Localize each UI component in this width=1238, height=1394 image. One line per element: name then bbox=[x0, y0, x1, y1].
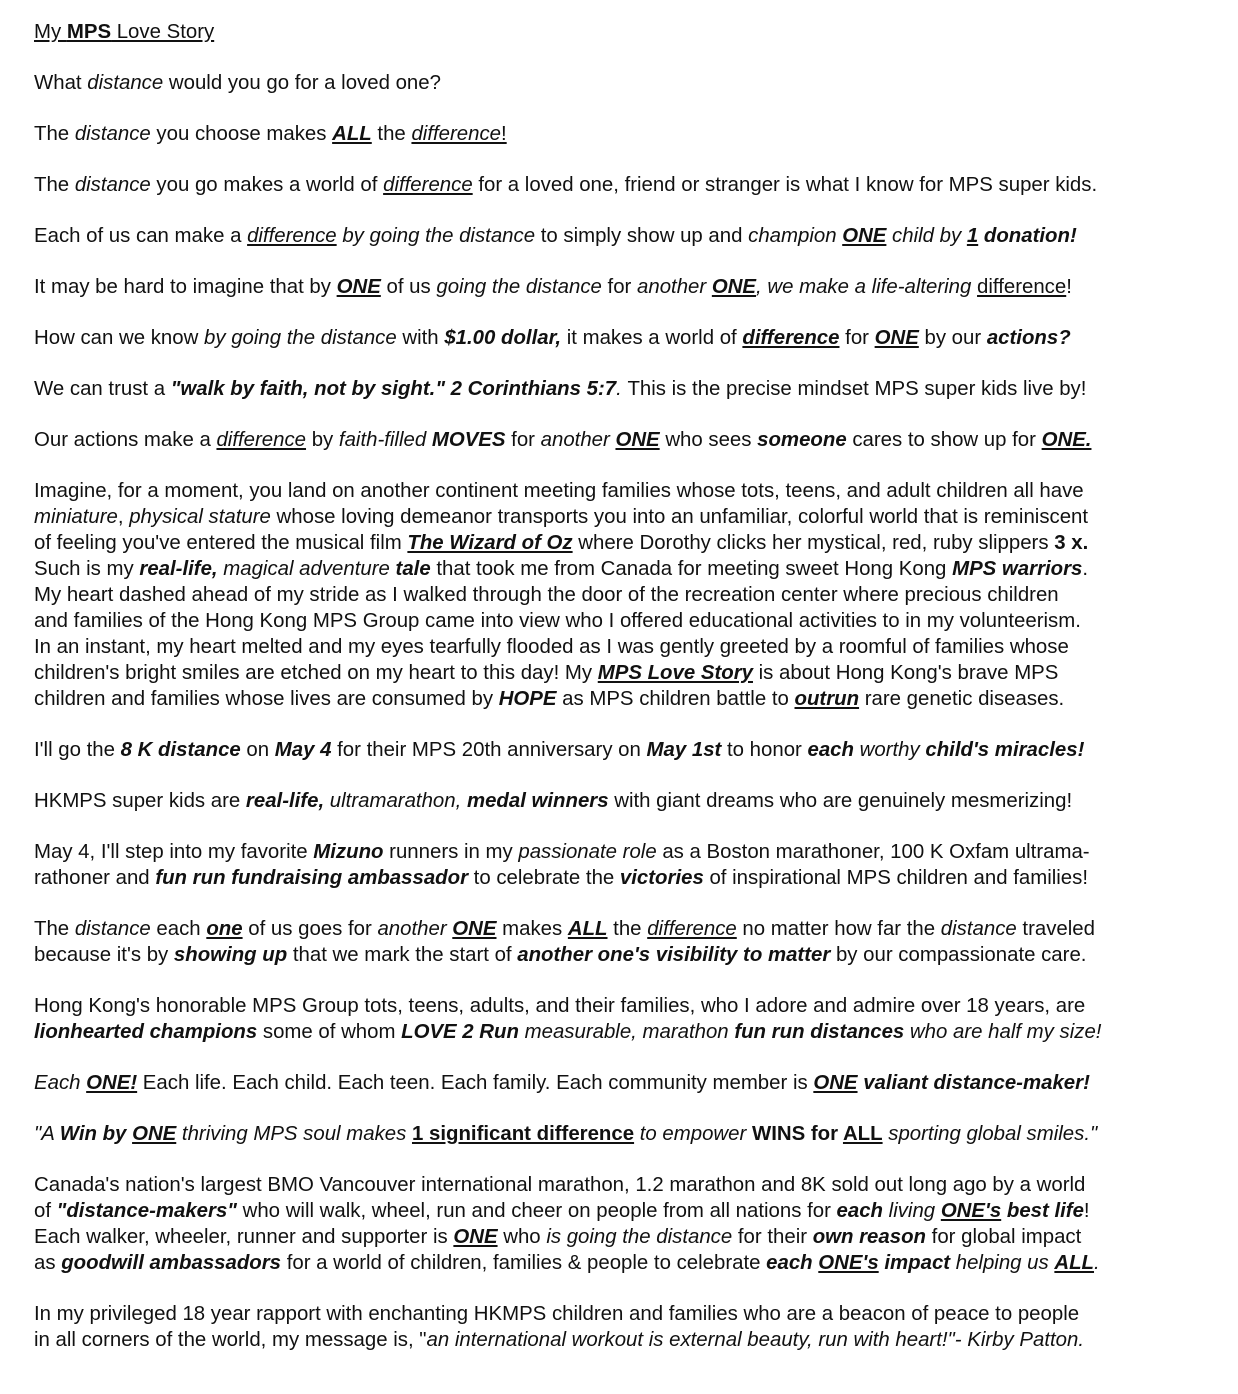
text-run: by our bbox=[918, 327, 987, 349]
text-run: impact bbox=[878, 1252, 951, 1274]
text-run: What bbox=[34, 72, 88, 94]
text-run: worthy bbox=[853, 739, 926, 761]
text-run: The bbox=[34, 174, 75, 196]
text-run: to honor bbox=[721, 739, 808, 761]
text-run: Hong Kong's honorable MPS Group tots, teens, adults, and their families, who I adore and admire over 18 years, are bbox=[34, 995, 1086, 1017]
text-run: for their MPS 20th anniversary on bbox=[331, 739, 647, 761]
text-run: with giant dreams who are genuinely mesmerizing! bbox=[608, 790, 1073, 812]
text-run: Canada's nation's largest BMO Vancouver international marathon, 1.2 marathon and 8K sold out long ago by a world bbox=[34, 1174, 1086, 1196]
text-run: MOVES bbox=[431, 429, 506, 451]
text-run: children and families whose lives are consumed by bbox=[34, 688, 499, 710]
document-body bbox=[34, 70, 1218, 1353]
text-run: with bbox=[396, 327, 445, 349]
text-run: another bbox=[540, 429, 616, 451]
text-run: as a Boston marathoner, 100 K Oxfam ultrama- bbox=[656, 841, 1090, 863]
text-run: ONE bbox=[336, 276, 381, 298]
text-run: as bbox=[34, 1252, 62, 1274]
text-run: ONE bbox=[842, 225, 887, 247]
text-run: who are half my size! bbox=[904, 1021, 1102, 1043]
title-pre: My bbox=[34, 21, 67, 43]
text-run: of bbox=[34, 1200, 57, 1222]
text-run: , we make a life-altering bbox=[756, 276, 978, 298]
text-run: thriving MPS soul makes bbox=[176, 1123, 412, 1145]
text-run: ALL bbox=[567, 918, 608, 940]
text-line bbox=[34, 427, 1218, 453]
text-line bbox=[34, 504, 1218, 530]
text-line bbox=[34, 1301, 1218, 1327]
text-run: no matter how far the bbox=[736, 918, 941, 940]
text-run: valiant distance-maker! bbox=[857, 1072, 1090, 1094]
text-run: 1 significant difference bbox=[411, 1123, 635, 1145]
text-line bbox=[34, 274, 1218, 300]
text-run: The bbox=[34, 918, 75, 940]
text-run: of us bbox=[380, 276, 437, 298]
text-run: that we mark the start of bbox=[287, 944, 518, 966]
text-run: MPS Love Story bbox=[597, 662, 753, 684]
text-run: and families of the Hong Kong MPS Group came into view who I offered educational activities to in my volunteerism. bbox=[34, 610, 1081, 632]
paragraph bbox=[34, 223, 1218, 249]
text-run: victories bbox=[619, 867, 704, 889]
text-run: "walk by faith, not by sight." 2 Corinthians 5:7 bbox=[170, 378, 617, 400]
text-run: 1 bbox=[966, 225, 979, 247]
text-run: ONE. bbox=[1041, 429, 1092, 451]
text-line bbox=[34, 478, 1218, 504]
text-run: ONE bbox=[615, 429, 660, 451]
text-run: measurable, marathon bbox=[518, 1021, 735, 1043]
text-run: for a world of children, families & people to celebrate bbox=[281, 1252, 767, 1274]
text-run: ! bbox=[1066, 276, 1072, 298]
text-run: as MPS children battle to bbox=[556, 688, 795, 710]
text-line bbox=[34, 530, 1218, 556]
text-run: by going the distance bbox=[336, 225, 536, 247]
text-run: distance bbox=[74, 123, 151, 145]
text-run: by our compassionate care. bbox=[830, 944, 1087, 966]
paragraph bbox=[34, 325, 1218, 351]
text-run: living bbox=[883, 1200, 941, 1222]
text-run: own reason bbox=[812, 1226, 926, 1248]
title-bold: MPS bbox=[66, 21, 112, 43]
text-run: showing up bbox=[173, 944, 288, 966]
text-run: is about Hong Kong's brave MPS bbox=[752, 662, 1059, 684]
text-run: May 1st bbox=[646, 739, 722, 761]
text-run: for bbox=[839, 327, 875, 349]
text-run: miniature bbox=[34, 506, 118, 528]
text-run: each bbox=[150, 918, 207, 940]
text-run: ONE bbox=[813, 1072, 858, 1094]
text-run: ONE! bbox=[86, 1072, 138, 1094]
text-run: ONE bbox=[874, 327, 919, 349]
text-run: Each life. Each child. Each teen. Each family. Each community member is bbox=[137, 1072, 814, 1094]
text-run: May 4, I'll step into my favorite bbox=[34, 841, 314, 863]
text-run: How can we know bbox=[34, 327, 204, 349]
paragraph bbox=[34, 916, 1218, 968]
text-line bbox=[34, 1172, 1218, 1198]
paragraph bbox=[34, 172, 1218, 198]
text-run: because it's by bbox=[34, 944, 174, 966]
text-run: distance bbox=[74, 918, 151, 940]
paragraph bbox=[34, 839, 1218, 891]
title-post: Love Story bbox=[111, 21, 215, 43]
text-run: an international workout is external beauty, run with heart!" bbox=[426, 1329, 955, 1351]
text-run: makes bbox=[496, 918, 568, 940]
text-line bbox=[34, 121, 1218, 147]
text-run: in all corners of the world, my message is, " bbox=[34, 1329, 427, 1351]
text-run: ! bbox=[501, 123, 507, 145]
text-run: distance bbox=[87, 72, 164, 94]
text-run: ALL bbox=[842, 1123, 883, 1145]
text-run: that took me from Canada for meeting sweet Hong Kong bbox=[430, 558, 953, 580]
text-line bbox=[34, 608, 1218, 634]
text-line bbox=[34, 172, 1218, 198]
document-title bbox=[34, 19, 214, 45]
text-run: each bbox=[766, 1252, 819, 1274]
text-run: ONE bbox=[452, 918, 497, 940]
text-run: the bbox=[607, 918, 648, 940]
text-run: of feeling you've entered the musical film bbox=[34, 532, 408, 554]
text-run: HKMPS super kids are bbox=[34, 790, 246, 812]
text-run: Each bbox=[34, 1072, 87, 1094]
text-run: . bbox=[616, 378, 628, 400]
text-run: real-life, bbox=[245, 790, 325, 812]
text-run: difference bbox=[742, 327, 840, 349]
text-line bbox=[34, 1224, 1218, 1250]
text-run: for bbox=[505, 429, 541, 451]
text-run: We can trust a bbox=[34, 378, 171, 400]
text-run: for bbox=[601, 276, 638, 298]
text-line bbox=[34, 993, 1218, 1019]
text-run: is going the distance bbox=[546, 1226, 733, 1248]
text-run: Each walker, wheeler, runner and supporter is bbox=[34, 1226, 454, 1248]
text-line bbox=[34, 660, 1218, 686]
text-run: Our actions make a bbox=[34, 429, 217, 451]
text-run: of us goes for bbox=[242, 918, 378, 940]
text-run: Each of us can make a bbox=[34, 225, 248, 247]
paragraph bbox=[34, 737, 1218, 763]
text-run: difference bbox=[216, 429, 307, 451]
text-run: HOPE bbox=[498, 688, 557, 710]
text-run: another bbox=[637, 276, 712, 298]
text-line bbox=[34, 1019, 1218, 1045]
paragraph bbox=[34, 121, 1218, 147]
text-run: This is the precise mindset MPS super kids live by! bbox=[627, 378, 1087, 400]
text-run: difference bbox=[383, 174, 473, 196]
text-run: difference bbox=[247, 225, 337, 247]
text-run: difference bbox=[411, 123, 502, 145]
text-run: each bbox=[807, 739, 854, 761]
text-run: ONE bbox=[711, 276, 757, 298]
text-run: whose loving demeanor transports you into an unfamiliar, colorful world that is reminiscent bbox=[270, 506, 1089, 528]
paragraph bbox=[34, 376, 1218, 402]
text-run: LOVE 2 Run bbox=[401, 1021, 519, 1043]
text-run: children's bright smiles are etched on my heart to this day! My bbox=[34, 662, 598, 684]
text-run: ONE's bbox=[940, 1200, 1002, 1222]
text-run: for their bbox=[732, 1226, 813, 1248]
text-run: sporting global smiles." bbox=[882, 1123, 1098, 1145]
text-line bbox=[34, 556, 1218, 582]
text-run: magical adventure bbox=[217, 558, 396, 580]
text-run: The Wizard of Oz bbox=[407, 532, 573, 554]
text-run: one bbox=[206, 918, 243, 940]
paragraph bbox=[34, 70, 1218, 96]
text-run: to simply show up and bbox=[535, 225, 749, 247]
text-run: "distance-makers" bbox=[56, 1200, 237, 1222]
text-line bbox=[34, 942, 1218, 968]
text-run: real-life, bbox=[139, 558, 218, 580]
text-run: ALL bbox=[332, 123, 372, 145]
text-run: best life bbox=[1001, 1200, 1084, 1222]
text-run: champion bbox=[748, 225, 843, 247]
text-run: ALL bbox=[1054, 1252, 1095, 1274]
text-run: child's miracles! bbox=[925, 739, 1085, 761]
text-run: I'll go the bbox=[34, 739, 121, 761]
text-run: you choose makes bbox=[150, 123, 333, 145]
text-run: each bbox=[836, 1200, 884, 1222]
text-line bbox=[34, 865, 1218, 891]
text-run: another one's visibility to matter bbox=[517, 944, 831, 966]
text-run: ! bbox=[1083, 1200, 1090, 1222]
text-run: faith-filled bbox=[338, 429, 432, 451]
text-run: In my privileged 18 year rapport with enchanting HKMPS children and families who are a beacon of peace to people bbox=[34, 1303, 1080, 1325]
text-run: cares to show up for bbox=[846, 429, 1042, 451]
text-line bbox=[34, 70, 1218, 96]
text-run: rare genetic diseases. bbox=[859, 688, 1065, 710]
text-run: ONE bbox=[453, 1226, 498, 1248]
text-line bbox=[34, 325, 1218, 351]
text-run: where Dorothy clicks her mystical, red, ruby slippers bbox=[572, 532, 1055, 554]
text-run: "A bbox=[34, 1123, 60, 1145]
text-run: distance bbox=[940, 918, 1017, 940]
text-run: $1.00 dollar, bbox=[444, 327, 562, 349]
text-run: fun run fundraising ambassador bbox=[155, 867, 469, 889]
text-run: 3 x. bbox=[1054, 532, 1089, 554]
text-run: helping us bbox=[950, 1252, 1055, 1274]
text-line bbox=[34, 737, 1218, 763]
text-line bbox=[34, 582, 1218, 608]
text-run: some of whom bbox=[257, 1021, 402, 1043]
text-line bbox=[34, 1121, 1218, 1147]
text-run: outrun bbox=[794, 688, 860, 710]
text-line bbox=[34, 1327, 1218, 1353]
text-run: by bbox=[306, 429, 339, 451]
text-run: Imagine, for a moment, you land on another continent meeting families whose tots, teens, and adult children all have bbox=[34, 480, 1084, 502]
text-run: passionate role bbox=[518, 841, 657, 863]
text-run: In an instant, my heart melted and my eyes tearfully flooded as I was gently greeted by a roomful of families whose bbox=[34, 636, 1069, 658]
text-run: May 4 bbox=[274, 739, 332, 761]
text-run: by going the distance bbox=[204, 327, 397, 349]
text-run: for a loved one, friend or stranger is what I know for MPS super kids. bbox=[472, 174, 1098, 196]
text-line bbox=[34, 916, 1218, 942]
text-run: who sees bbox=[659, 429, 758, 451]
text-run: difference bbox=[977, 276, 1067, 298]
text-run: child by bbox=[886, 225, 967, 247]
text-run: medal winners bbox=[466, 790, 609, 812]
text-run: another bbox=[377, 918, 453, 940]
text-run: tale bbox=[395, 558, 431, 580]
text-line bbox=[34, 686, 1218, 712]
text-line bbox=[34, 223, 1218, 249]
text-run: MPS warriors bbox=[952, 558, 1083, 580]
text-run: - Kirby Patton. bbox=[954, 1329, 1084, 1351]
text-line bbox=[34, 1250, 1218, 1276]
text-run: fun run distances bbox=[734, 1021, 905, 1043]
text-run: physical stature bbox=[129, 506, 271, 528]
text-run: ultramarathon, bbox=[324, 790, 467, 812]
text-run: actions? bbox=[986, 327, 1071, 349]
paragraph bbox=[34, 1070, 1218, 1096]
paragraph bbox=[34, 478, 1218, 712]
text-run: you go makes a world of bbox=[150, 174, 384, 196]
text-line bbox=[34, 634, 1218, 660]
text-run: My heart dashed ahead of my stride as I walked through the door of the recreation center where precious children bbox=[34, 584, 1059, 606]
text-run: . bbox=[1094, 1252, 1100, 1274]
text-run: for global impact bbox=[926, 1226, 1082, 1248]
text-run: ONE bbox=[132, 1123, 177, 1145]
paragraph bbox=[34, 1121, 1218, 1147]
text-run: goodwill ambassadors bbox=[61, 1252, 282, 1274]
paragraph bbox=[34, 788, 1218, 814]
text-run: WINS for bbox=[751, 1123, 843, 1145]
text-run: rathoner and bbox=[34, 867, 156, 889]
paragraph bbox=[34, 274, 1218, 300]
text-run: difference bbox=[647, 918, 737, 940]
text-run: to empower bbox=[634, 1123, 752, 1145]
text-run: Win by bbox=[59, 1123, 133, 1145]
paragraph bbox=[34, 993, 1218, 1045]
text-run: lionhearted champions bbox=[34, 1021, 258, 1043]
text-run: would you go for a loved one? bbox=[163, 72, 441, 94]
text-run: Such is my bbox=[34, 558, 140, 580]
text-run: donation! bbox=[978, 225, 1077, 247]
paragraph bbox=[34, 427, 1218, 453]
text-run: distance bbox=[74, 174, 151, 196]
text-run: traveled bbox=[1016, 918, 1095, 940]
text-run: . bbox=[1082, 558, 1089, 580]
text-run: ONE's bbox=[818, 1252, 879, 1274]
text-line bbox=[34, 1198, 1218, 1224]
text-run: going the distance bbox=[436, 276, 602, 298]
text-run: The bbox=[34, 123, 75, 145]
text-run: It may be hard to imagine that by bbox=[34, 276, 337, 298]
text-line bbox=[34, 839, 1218, 865]
text-run: who bbox=[497, 1226, 547, 1248]
text-run: it makes a world of bbox=[561, 327, 743, 349]
text-run: someone bbox=[757, 429, 847, 451]
text-run: to celebrate the bbox=[468, 867, 620, 889]
text-run: 8 K distance bbox=[120, 739, 241, 761]
text-run: of inspirational MPS children and families! bbox=[703, 867, 1089, 889]
text-run: on bbox=[240, 739, 275, 761]
text-line bbox=[34, 788, 1218, 814]
text-line bbox=[34, 376, 1218, 402]
paragraph bbox=[34, 1301, 1218, 1353]
text-run: , bbox=[117, 506, 130, 528]
paragraph bbox=[34, 1172, 1218, 1276]
text-line bbox=[34, 1070, 1218, 1096]
text-run: the bbox=[371, 123, 412, 145]
text-run: who will walk, wheel, run and cheer on people from all nations for bbox=[236, 1200, 837, 1222]
text-run: runners in my bbox=[383, 841, 519, 863]
text-run: Mizuno bbox=[313, 841, 384, 863]
